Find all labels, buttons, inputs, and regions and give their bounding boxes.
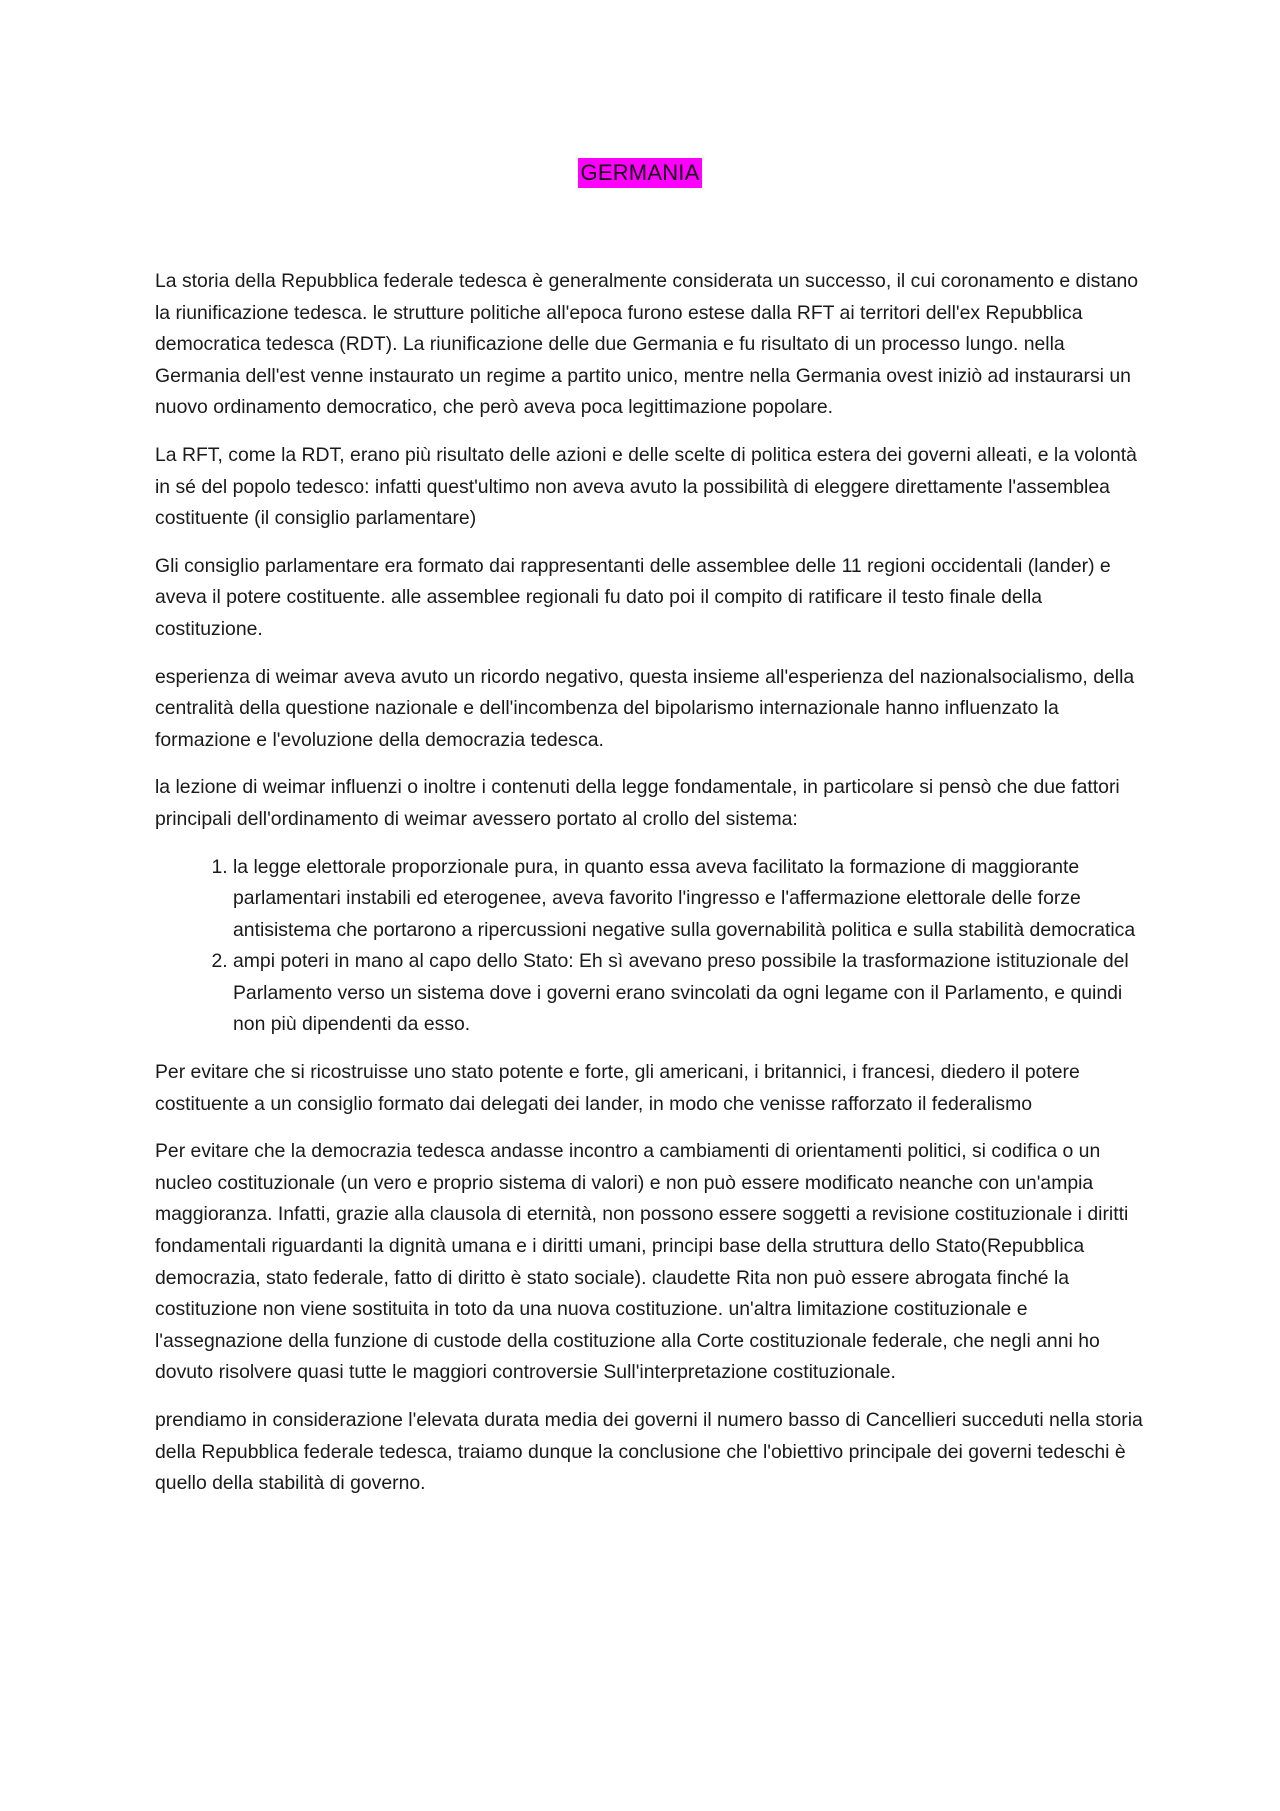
paragraph-consiglio: Gli consiglio parlamentare era formato dai rappresentanti delle assemblee delle 11 regioni occidentali (lander) e aveva il potere costituente. alle assemblee regionali fu dato poi il compito di ratificare il testo finale della costituzione.	[155, 554, 1111, 640]
paragraph-history: La storia della Repubblica federale tedesca è generalmente considerata un successo, il cui coronamento e distano la riunificazione tedesca. le strutture politiche all'epoca furono estese dalla RFT ai territori dell'ex Repubblica democratica tedesca (RDT). La riunificazione delle due Germania e fu risultato di un processo lungo. nella Germania dell'est venne instaurato un regime a partito unico, mentre nella Germania ovest iniziò ad instaurarsi un nuovo ordinamento democratico, che però aveva poca legittimazione popolare.	[155, 270, 1139, 419]
document-body	[155, 266, 1145, 1516]
list-item: 2. ampi poteri in mano al capo dello Stato: Eh sì avevano preso possibile la trasformazione istituzionale del Parlamento verso un sistema dove i governi erano svincolati da ogni legame con il Parlamento, e quindi non più dipendenti da esso.	[233, 946, 1145, 1041]
document-title: GERMANIA	[578, 158, 703, 188]
paragraph-stability: prendiamo in considerazione l'elevata durata media dei governi il numero basso di Cancellieri succeduti nella storia della Repubblica federale tedesca, traiamo dunque la conclusione che l'obiettivo principale dei governi tedeschi è quello della stabilità di governo.	[155, 1409, 1143, 1495]
list-item: 1. la legge elettorale proporzionale pura, in quanto essa aveva facilitato la formazione di maggiorante parlamentari instabili ed eterogenee, aveva favorito l'ingresso e l'affermazione elettorale delle forze antisistema che portarono a ripercussioni negative sulla governabilità politica e sulla stabilità democratica	[233, 852, 1145, 947]
paragraph-rft-rdt: La RFT, come la RDT, erano più risultato delle azioni e delle scelte di politica estera dei governi alleati, e la volontà in sé del popolo tedesco: infatti quest'ultimo non aveva avuto la possibilità di eleggere direttamente l'assemblea costituente (il consiglio parlamentare)	[155, 443, 1137, 530]
paragraph-eternity-clause: Per evitare che la democrazia tedesca andasse incontro a cambiamenti di orientamenti politici, si codifica o un nucleo costituzionale (un vero e proprio sistema di valori) e non può essere modificato neanche con un'ampia maggioranza. Infatti, grazie alla clausola di eternità, non possono essere soggetti a revisione costituzionale i diritti fondamentali riguardanti la dignità umana e i diritti umani, principi base della struttura dello Stato(Repubblica democrazia, stato federale, fatto di diritto è stato sociale). claudette Rita non può essere abrogata finché la costituzione non viene sostituita in toto da una nuova costituzione. un'altra limitazione costituzionale e l'assegnazione della funzione di custode della costituzione alla Corte costituzionale federale, che negli anni ho dovuto risolvere quasi tutte le maggiori controversie Sull'interpretazione costituzionale.	[155, 1140, 1129, 1384]
paragraph-federalism: Per evitare che si ricostruisse uno stato potente e forte, gli americani, i britannici, i francesi, diedero il potere costituente a un consiglio formato dai delegati dei lander, in modo che venisse rafforzato il federalismo	[155, 1061, 1080, 1115]
paragraph-weimar-experience: esperienza di weimar aveva avuto un ricordo negativo, questa insieme all'esperienza del nazionalsocialismo, della centralità della questione nazionale e dell'incombenza del bipolarismo internazionale hanno influenzato la formazione e l'evoluzione della democrazia tedesca.	[155, 665, 1135, 751]
numbered-list	[155, 852, 1145, 1042]
title-container	[0, 158, 1280, 188]
paragraph-weimar-lesson: la lezione di weimar influenzi o inoltre i contenuti della legge fondamentale, in particolare si pensò che due fattori principali dell'ordinamento di weimar avessero portato al crollo del sistema:	[155, 776, 1120, 830]
